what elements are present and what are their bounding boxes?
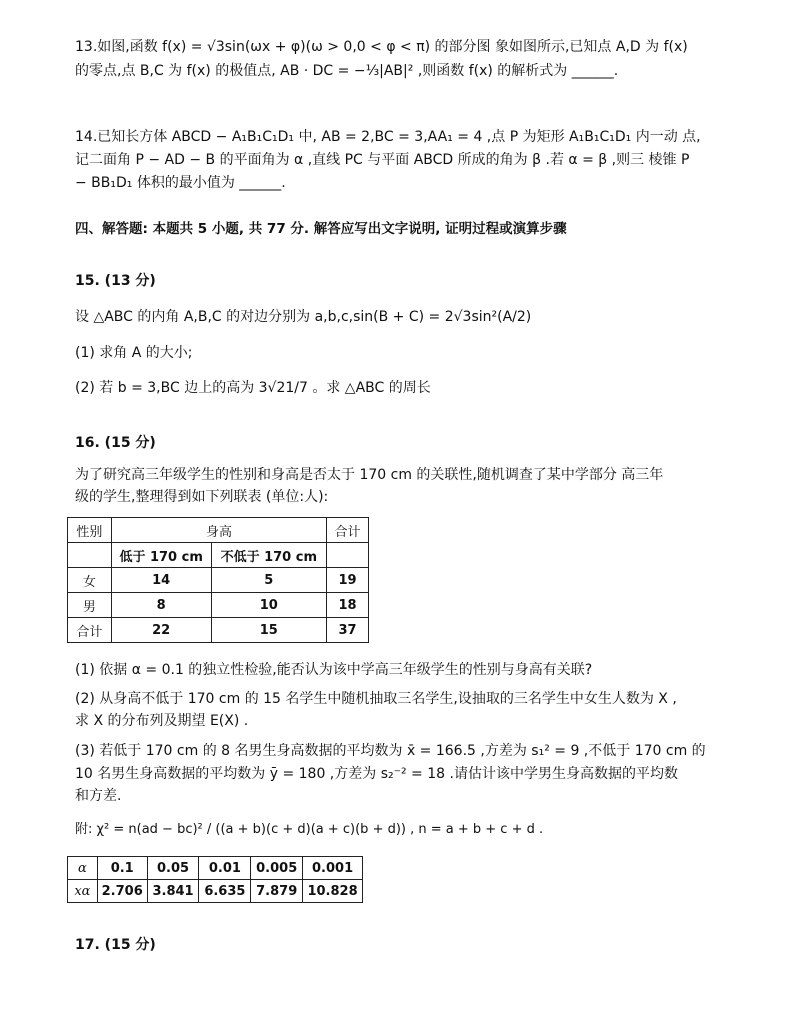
q15-part2: (2) 若 b = 3,BC 边上的高为 3√21/7 。求 △ABC 的周长 xyxy=(75,380,431,396)
q15-header: 15. (13 分) xyxy=(75,273,156,289)
contingency-table xyxy=(67,517,369,643)
q16-part1: (1) 依据 α = 0.1 的独立性检验,能否认为该中学高三年级学生的性别与身高有关联? xyxy=(75,662,593,678)
q15-part1: (1) 求角 A 的大小; xyxy=(75,345,193,361)
row-label: 女 xyxy=(68,568,112,593)
row-label: 男 xyxy=(68,593,112,618)
row-label: 合计 xyxy=(68,618,112,643)
alpha-value: 0.001 xyxy=(303,857,363,880)
x-alpha-value: 6.635 xyxy=(199,880,251,903)
table-row xyxy=(68,857,363,880)
cell-low: 22 xyxy=(111,618,211,643)
q17-header: 17. (15 分) xyxy=(75,937,156,953)
table-row xyxy=(68,880,363,903)
x-alpha-value: 10.828 xyxy=(303,880,363,903)
x-alpha-value: 7.879 xyxy=(251,880,303,903)
chi-square-formula: 附: χ² = n(ad − bc)² / ((a + b)(c + d)(a + c)(b + d)) , n = a + b + c + d . xyxy=(75,822,544,837)
table-row xyxy=(68,568,369,593)
header-height: 身高 xyxy=(111,518,326,543)
cell-total: 18 xyxy=(327,593,369,618)
q16-part3b: 10 名男生身高数据的平均数为 ȳ = 180 ,方差为 s₂⁻² = 18 .请估计该中学男生身高数据的平均数 xyxy=(75,766,678,782)
alpha-value: 0.01 xyxy=(199,857,251,880)
cell-low: 14 xyxy=(111,568,211,593)
section-heading: 四、解答题: 本题共 5 小题, 共 77 分. 解答应写出文字说明, 证明过程或演算步骤 xyxy=(75,221,567,237)
q15-stem: 设 △ABC 的内角 A,B,C 的对边分别为 a,b,c,sin(B + C) = 2√3sin²(A/2) xyxy=(75,309,532,325)
q16-intro2: 级的学生,整理得到如下列联表 (单位:人): xyxy=(75,489,329,505)
x-alpha-label: xα xyxy=(68,880,98,903)
q16-header: 16. (15 分) xyxy=(75,435,156,451)
q16-part2b: 求 X 的分布列及期望 E(X) . xyxy=(75,713,249,729)
header-total: 合计 xyxy=(327,518,369,543)
header-gender: 性别 xyxy=(68,518,112,543)
critical-value-table xyxy=(67,856,363,903)
alpha-value: 0.1 xyxy=(97,857,147,880)
cell-high: 10 xyxy=(211,593,327,618)
q13-line2: 的零点,点 B,C 为 f(x) 的极值点, AB · DC = −⅓|AB|² ,则函数 f(x) 的解析式为 ______. xyxy=(75,63,619,79)
q16-part2a: (2) 从身高不低于 170 cm 的 15 名学生中随机抽取三名学生,设抽取的三名学生中女生人数为 X , xyxy=(75,691,677,707)
empty-cell xyxy=(68,543,112,568)
alpha-label: α xyxy=(68,857,98,880)
q14-line2: 记二面角 P − AD − B 的平面角为 α ,直线 PC 与平面 ABCD 所成的角为 β .若 α = β ,则三 棱锥 P xyxy=(75,152,690,168)
cell-total: 19 xyxy=(327,568,369,593)
q16-intro1: 为了研究高三年级学生的性别和身高是否太于 170 cm 的关联性,随机调查了某中学部分 高三年 xyxy=(75,467,664,483)
empty-cell xyxy=(327,543,369,568)
table-row xyxy=(68,618,369,643)
q16-part3c: 和方差. xyxy=(75,788,122,804)
alpha-value: 0.05 xyxy=(147,857,199,880)
cell-total: 37 xyxy=(327,618,369,643)
q13-line1: 13.如图,函数 f(x) = √3sin(ωx + φ)(ω > 0,0 < φ < π) 的部分图 象如图所示,已知点 A,D 为 f(x) xyxy=(75,39,688,55)
q14-line1: 14.已知长方体 ABCD − A₁B₁C₁D₁ 中, AB = 2,BC = 3,AA₁ = 4 ,点 P 为矩形 A₁B₁C₁D₁ 内一动 点, xyxy=(75,129,701,145)
subheader-high: 不低于 170 cm xyxy=(211,543,327,568)
q14-line3: − BB₁D₁ 体积的最小值为 ______. xyxy=(75,175,286,191)
cell-high: 5 xyxy=(211,568,327,593)
subheader-low: 低于 170 cm xyxy=(111,543,211,568)
x-alpha-value: 3.841 xyxy=(147,880,199,903)
alpha-value: 0.005 xyxy=(251,857,303,880)
cell-high: 15 xyxy=(211,618,327,643)
table-row xyxy=(68,593,369,618)
cell-low: 8 xyxy=(111,593,211,618)
x-alpha-value: 2.706 xyxy=(97,880,147,903)
q16-part3a: (3) 若低于 170 cm 的 8 名男生身高数据的平均数为 x̄ = 166.5 ,方差为 s₁² = 9 ,不低于 170 cm 的 xyxy=(75,743,706,759)
